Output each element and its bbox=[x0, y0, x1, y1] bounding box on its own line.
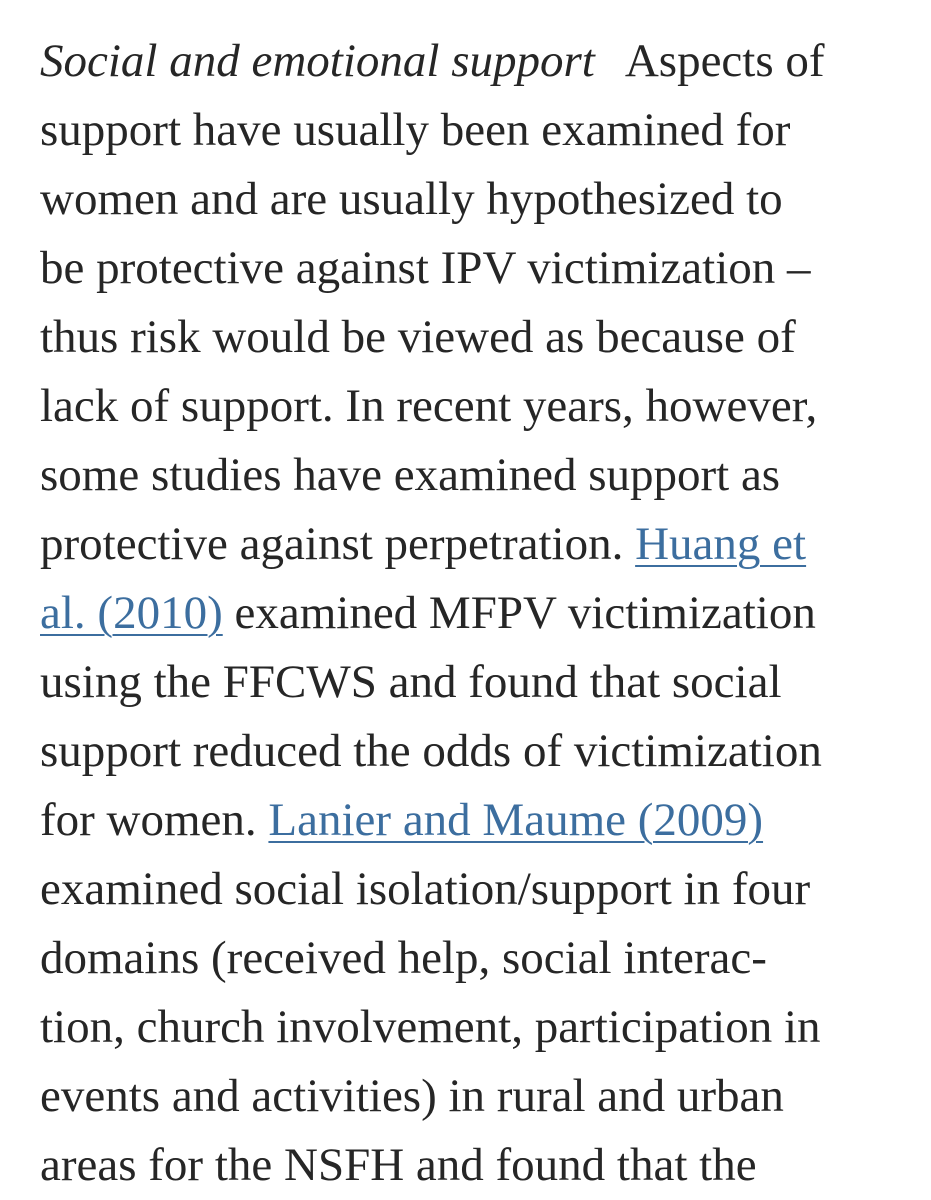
text-line-1 bbox=[40, 35, 825, 87]
text-fragment: Aspects of bbox=[624, 35, 825, 87]
text-fragment: for women. bbox=[40, 794, 257, 846]
text-line-16: events and activities) in rural and urban bbox=[40, 1070, 784, 1122]
text-line-12 bbox=[40, 794, 764, 846]
text-line-9 bbox=[40, 587, 816, 639]
citation-link-lanier-maume-2009[interactable]: Lanier and Maume (2009) bbox=[268, 794, 764, 846]
text-line-10: using the FFCWS and found that social bbox=[40, 656, 782, 708]
text-line-14: domains (received help, social interac- bbox=[40, 932, 767, 984]
text-line-13: examined social isolation/support in four bbox=[40, 863, 811, 915]
text-fragment: examined MFPV victimization bbox=[234, 587, 816, 639]
text-line-6: lack of support. In recent years, however, bbox=[40, 380, 818, 432]
citation-link-huang-2010-cont[interactable]: al. (2010) bbox=[40, 587, 223, 639]
text-line-4: be protective against IPV victimization – bbox=[40, 242, 811, 294]
text-line-5: thus risk would be viewed as because of bbox=[40, 311, 796, 363]
text-line-8 bbox=[40, 518, 807, 570]
text-line-15: tion, church involvement, participation in bbox=[40, 1001, 821, 1053]
citation-link-huang-2010[interactable]: Huang et bbox=[635, 518, 807, 570]
text-fragment: protective against perpetration. bbox=[40, 518, 624, 570]
text-line-17: areas for the NSFH and found that the bbox=[40, 1139, 757, 1191]
text-line-11: support reduced the odds of victimization bbox=[40, 725, 822, 777]
text-line-3: women and are usually hypothesized to bbox=[40, 173, 783, 225]
text-line-7: some studies have examined support as bbox=[40, 449, 781, 501]
text-line-2: support have usually been examined for bbox=[40, 104, 791, 156]
section-lead-heading: Social and emotional support bbox=[40, 35, 595, 87]
